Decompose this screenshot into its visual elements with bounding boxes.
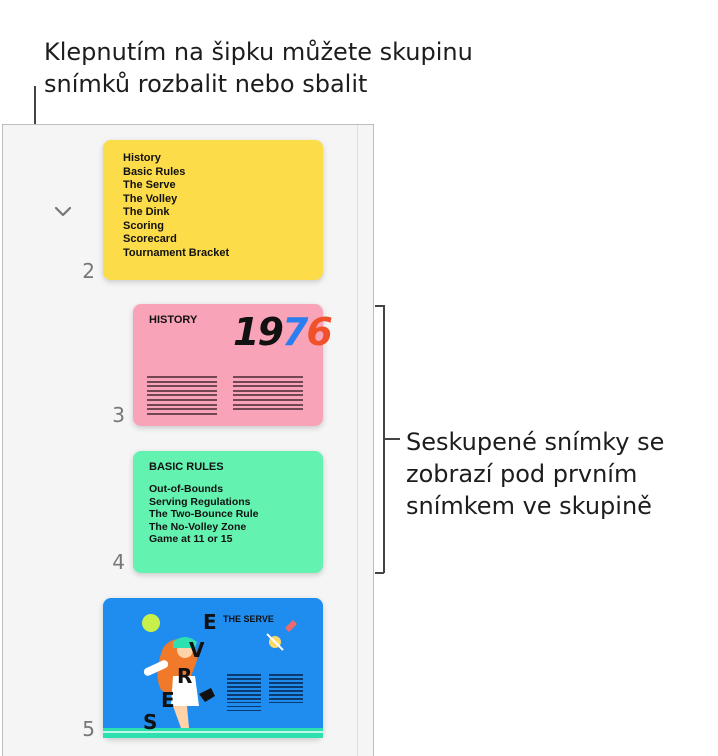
callout-line: snímkem ve skupině [406,492,652,520]
slide-heading: THE SERVE [223,614,274,624]
slide-heading: HISTORY [149,314,198,326]
year-digit: 7 [281,310,307,354]
slide-contents-list [123,152,303,260]
serve-letter: E [203,610,217,634]
slide-number: 4 [112,550,125,574]
list-item: Basic Rules [123,165,186,178]
serve-letter: V [189,638,205,662]
year-digit: 6 [306,310,331,354]
body-text-column [147,376,217,417]
list-item: History [123,152,161,164]
navigator-divider [357,125,358,756]
callout-line: snímků rozbalit nebo sbalit [44,70,368,98]
callout-line: zobrazí pod prvním [406,460,638,488]
slide-thumbnail-4[interactable] [133,451,323,573]
year-digit: 9 [257,310,282,354]
slide-number: 3 [112,403,125,427]
list-item: The Dink [123,206,170,218]
body-text-column [233,376,303,413]
list-item: Scorecard [123,233,177,245]
slide-thumbnail-2[interactable] [103,140,323,280]
leader-line-right [384,438,400,440]
list-item: The Two-Bounce Rule [149,508,259,520]
callout-grouped-explanation [406,426,664,522]
serve-letter: S [143,710,158,734]
slide-heading: BASIC RULES [149,461,224,473]
group-bracket-bottom [375,572,384,574]
slide-navigator[interactable] [2,124,374,756]
list-item: The Serve [123,179,176,191]
callout-collapse-explanation [44,36,473,100]
callout-line: Seskupené snímky se [406,428,665,456]
slide-number: 2 [82,259,95,283]
slide-thumbnail-3[interactable] [133,304,331,426]
list-item: Out-of-Bounds [149,483,224,495]
chevron-down-icon[interactable] [53,205,73,219]
list-item: Game at 11 or 15 [149,533,233,545]
list-item: Tournament Bracket [123,246,230,259]
slide-number: 5 [82,717,95,741]
body-text-column [227,674,261,714]
slide-contents-list [149,483,307,546]
list-item: The No-Volley Zone [149,520,247,533]
year-graphic [233,310,331,354]
serve-letter: E [161,688,175,712]
year-digit: 1 [233,310,258,354]
slide-thumbnail-5[interactable] [103,598,323,738]
list-item: Scoring [123,219,164,232]
body-text-column [269,674,303,706]
serve-letter: R [177,664,193,688]
callout-line: Klepnutím na šipku můžete skupinu [44,38,473,66]
list-item: The Volley [123,192,178,205]
list-item: Serving Regulations [149,495,251,508]
